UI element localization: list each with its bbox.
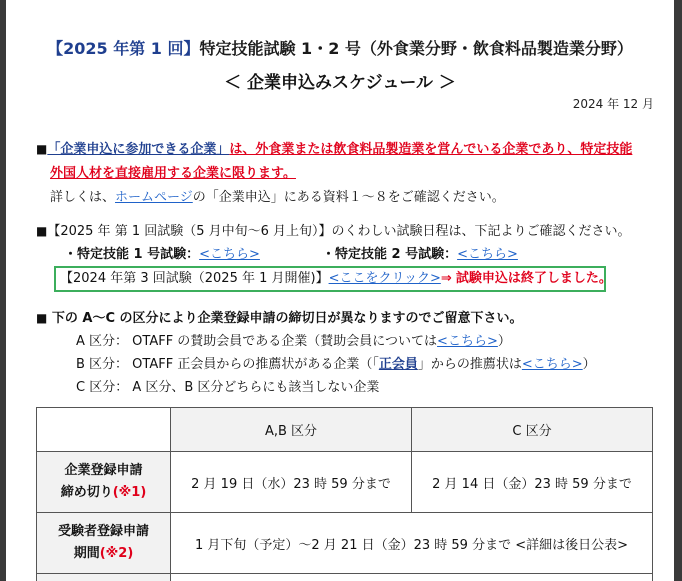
square-bullet-icon: ■: [36, 142, 48, 156]
row-label-2: 締め切り: [60, 485, 113, 500]
category-a-text: A 区分： OTAFF の賛助会員である企業（賛助会員については: [76, 334, 438, 349]
table-header-row: [37, 408, 653, 452]
deadline-c-cell: 2 月 14 日（金）23 時 59 分まで: [411, 452, 652, 513]
schedule-table: [36, 407, 653, 581]
exam-type-1-label: ・特定技能 1 号試験：: [64, 247, 200, 262]
previous-exam-box: [54, 266, 612, 292]
eligibility-text-2: 外国人材を直接雇用する企業に限ります。: [50, 166, 296, 181]
category-c: [76, 376, 379, 395]
row-header-examinee-registration: [37, 513, 171, 574]
detail-suffix: の「企業申込」にある資料１～８をご確認ください。: [192, 190, 505, 205]
exam-type-2-link[interactable]: <こちら>: [457, 247, 518, 262]
exam-type-1: [64, 243, 260, 262]
table-corner: [37, 408, 171, 452]
category-b: [76, 353, 596, 372]
row-label: 受験者登録申請: [57, 524, 149, 539]
row-header-partial: [37, 574, 171, 581]
arrow-icon: ⇒: [440, 271, 452, 286]
document-page: [6, 0, 674, 581]
application-closed-text: 試験申込は終了しました。: [455, 271, 612, 286]
category-b-close: ）: [582, 357, 596, 372]
full-member-label: 正会員: [378, 357, 418, 372]
page-title: [6, 36, 674, 59]
eligibility-phrase: 「企業申込に参加できる企業」: [47, 142, 230, 157]
category-b-link[interactable]: <こちら>: [521, 357, 583, 372]
exam-type-2-label: ・特定技能 2 号試験：: [322, 247, 458, 262]
notice-category: [36, 307, 523, 326]
column-header-ab: A,B 区分: [171, 408, 412, 452]
category-b-mid: 」からの推薦状は: [417, 357, 522, 372]
exam-type-1-link[interactable]: <こちら>: [199, 247, 260, 262]
column-header-c: C 区分: [411, 408, 652, 452]
category-b-text: B 区分： OTAFF 正会員からの推薦状がある企業（「: [76, 357, 379, 372]
table-row: [37, 452, 653, 513]
eligibility-text: は、外食業または飲食料品製造業を営んでいる企業であり、特定技能: [229, 142, 633, 157]
detail-line: [50, 186, 505, 205]
previous-exam-label: 【2024 年第 3 回試験（2025 年 1 月開催)】: [60, 271, 329, 286]
notice-exam-schedule: [36, 220, 631, 239]
detail-prefix: 詳しくは、: [50, 190, 116, 205]
homepage-link[interactable]: ホームページ: [115, 190, 193, 205]
square-bullet-icon: ■: [36, 224, 48, 238]
examinee-period-cell: 1 月下旬（予定）～2 月 21 日（金）23 時 59 分まで <詳細は後日公表>: [171, 513, 653, 574]
row-label: 企業登録申請: [64, 463, 143, 478]
row-header-company-registration: [37, 452, 171, 513]
row-note: (※1): [112, 485, 147, 500]
square-bullet-icon: ■: [36, 311, 48, 325]
category-heading: 下の A～C の区分により企業登録申請の締切日が異なりますのでご留意下さい。: [51, 311, 523, 326]
category-c-text: C 区分： A 区分、B 区分どちらにも該当しない企業: [76, 380, 380, 395]
category-a: [76, 330, 511, 349]
deadline-ab-cell: 2 月 19 日（水）23 時 59 分まで: [171, 452, 412, 513]
previous-exam-link[interactable]: <ここをクリック>: [328, 271, 441, 286]
exam-schedule-text: 【2025 年 第 1 回試験（5 月中旬～6 月上旬）】のくわしい試験日程は、下記よりご確認ください。: [47, 224, 631, 239]
exam-type-2: [322, 243, 518, 262]
row-cell-partial: [171, 574, 653, 581]
title-main: 特定技能試験 1・2 号（外食業分野・飲食料品製造業分野）: [199, 39, 633, 58]
issue-date: 2024 年 12 月: [572, 97, 654, 111]
table-row: [37, 513, 653, 574]
category-a-close: ）: [497, 334, 511, 349]
category-a-link[interactable]: <こちら>: [437, 334, 498, 349]
title-lead: 【2025 年第 1 回】: [47, 39, 200, 58]
row-note: (※2): [99, 546, 134, 561]
notice-eligibility: [36, 138, 632, 157]
page-subtitle: ＜ 企業申込みスケジュール ＞: [224, 73, 456, 93]
row-label-2: 期間: [73, 546, 100, 561]
table-row-partial: [37, 574, 653, 581]
eligibility-continued: [50, 162, 296, 181]
